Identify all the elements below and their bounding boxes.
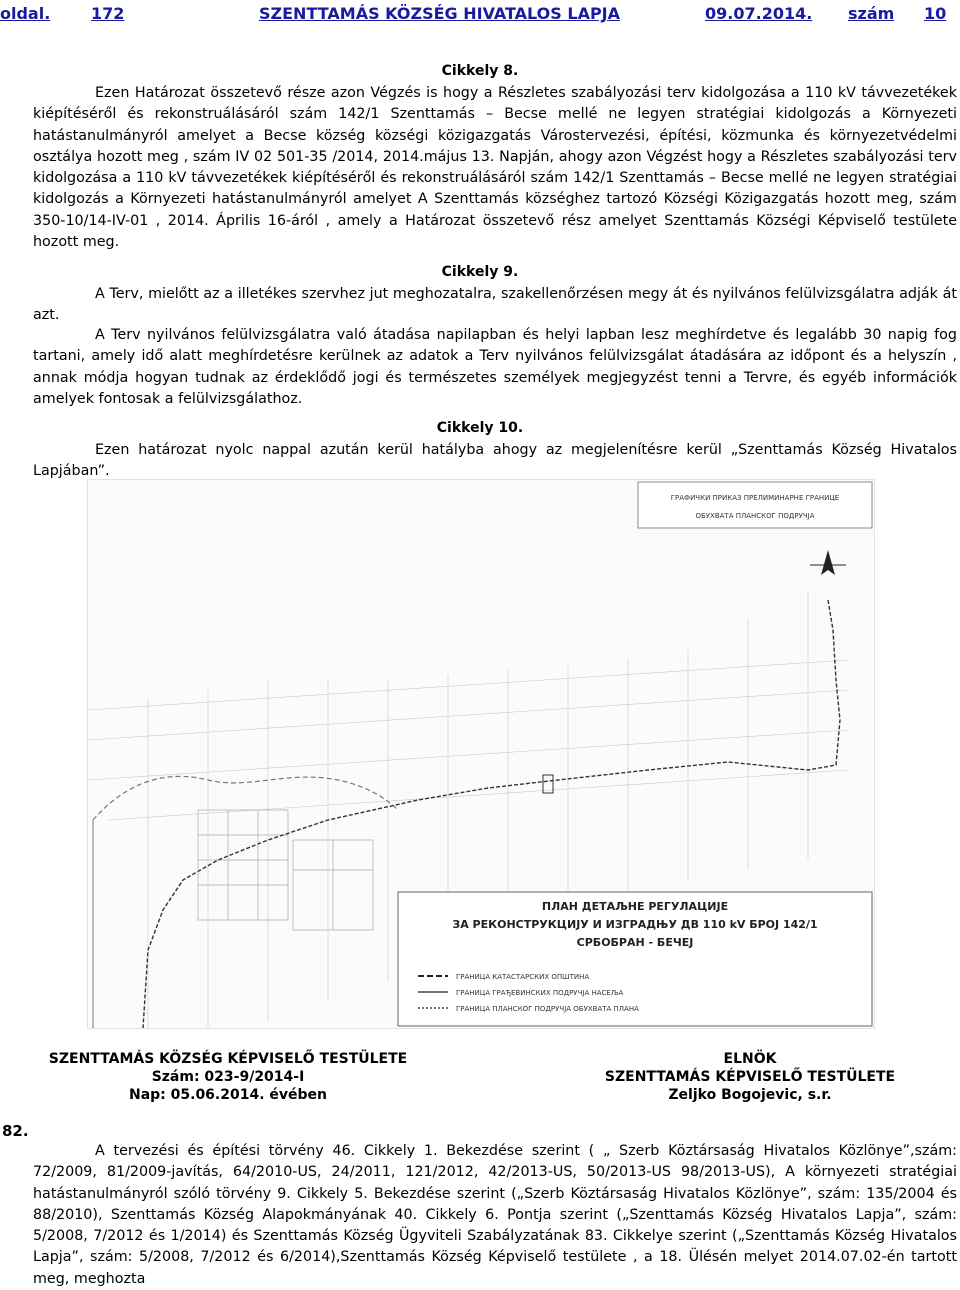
issue-date: 09.07.2014. [705,4,813,23]
map-title-line-1: ПЛАН ДЕТАЉНЕ РЕГУЛАЦИЈЕ [541,900,729,913]
item-82-text: A tervezési és építési törvény 46. Cikkely 1. Bekezdése szerint ( „ Szerb Köztársaság Hivatalos Közlönye”,szám: 72/2009, 81/2009-javítás, 64/2010-US, 24/2011, 121/2012, 42/2013-US, 50/2013-US 98/2013-US), A környezeti stratégiai hatástanulmányról szóló törvény 9. Cikkely 5. Bekezdése szerint („Szerb Köztársaság Hivatalos Közlönye”, szám: 135/2004 és 88/2010), Szenttamás Község Alapokmányának 40. Cikkely 6. Pontja szerint („Szenttamás Község Hivatalos Lapja”, szám: 5/2008, 7/2012 és 1/2014) és Szenttamás Község Ügyviteli Szabályzatának 83. Cikkelye szerint („Szenttamás Község Hivatalos Lapja”, szám: 5/2008, 7/2012 és 6/2014),Szenttamás Község Képviselő testülete , a 18. Ülésén melyet 2014.07.02-én tartott meg, meghozta [33,1143,957,1287]
map-title-line-3: СРБОБРАН - БЕЧЕЈ [576,936,694,949]
map-title-line-2: ЗА РЕКОНСТРУКЦИЈУ И ИЗГРАДЊУ ДВ 110 kV БРОЈ 142/1 [452,918,818,931]
legend-label-2: ГРАНИЦА ГРАЂЕВИНСКИХ ПОДРУЧЈА НАСЕЉА [456,989,624,997]
article-8-text: Ezen Határozat összetevő része azon Végzés is hogy a Részletes szabályozási terv kidolgozása a 110 kV távvezetékek kiépítéséről és rekonstruálásáról szám 142/1 Szenttamás – Becse mellé ne legyen stratégiai kidolgozás a Környezeti hatástanulmányról amelyet a Becse község községi közigazgatás Várostervezési, építési, közmunka és környezetvédelmi osztálya hozott meg , szám IV 02 501-35 /2014, 2014.május 13. Napján, ahogy azon Végzést hogy a Részletes szabályozási terv kidolgozása a 110 kV távvezetékek kiépítéséről és rekonstruálásáról szám 142/1 Szenttamás – Becse mellé ne legyen stratégiai kidolgozás a Környezeti hatástanulmányról amelyet A Szenttamás községhez tartozó Községi Közigazgatás hozott meg, szám 350-10/14-IV-01 , 2014. Április 16-áról , amely a Határozat összetevő rész amelyet Szenttamás Községi Képviselő testülete hozott meg. [33,85,957,251]
signature-left [44,1050,412,1104]
article-8-title: Cikkely 8. [441,63,519,79]
map-header-line-1: ГРАФИЧКИ ПРИКАЗ ПРЕЛИМИНАРНЕ ГРАНИЦЕ [670,494,840,502]
map-title-block [398,892,872,1026]
article-9-paragraph-2: A Terv nyilvános felülvizsgálatra való átadása napilapban és helyi lapban lesz meghírdetve és legalább 30 napig fog tartani, amely idő alatt meghírdetésre kerülnek az adatok a Terv nyilvános felülvizsgálat átadására az időpont és a helyszín , annak módja hogyan tudnak az érdeklődő jogi és természetes személyek megjegyzést tenni a Tervre, és egyéb információk amelyek fontosak a felülvizsgálathoz. [33,327,957,407]
settlement-grid [198,810,373,930]
legend-label-3: ГРАНИЦА ПЛАНСКОГ ПОДРУЧЈА ОБУХВАТА ПЛАНА [456,1005,639,1013]
journal-title: SZENTTAMÁS KÖZSÉG HIVATALOS LAPJA [259,4,621,23]
map-header-box [638,482,872,528]
article-9-paragraph-1: A Terv, mielőtt az a illetékes szervhez jut meghozatalra, szakellenőrzésen megy át és nyilvános felülvizsgálatra adják át azt. [33,286,957,324]
boundary-line [93,776,398,820]
item-82-number: 82. [2,1122,29,1140]
page-header [0,4,960,30]
issue-label: szám [848,4,895,23]
signature-right-line-2: SZENTTAMÁS KÉPVISELŐ TESTÜLETE [604,1069,896,1085]
map-header-line-2: ОБУХВАТА ПЛАНСКОГ ПОДРУЧЈА [695,512,815,520]
legend-label-1: ГРАНИЦА КАТАСТАРСКИХ ОПШТИНА [456,973,590,981]
issue-number: 10 [924,4,947,23]
signature-right [590,1050,910,1104]
signature-right-line-3: Zeljko Bogojevic, s.r. [668,1087,832,1103]
signature-left-line-1: SZENTTAMÁS KÖZSÉG KÉPVISELŐ TESTÜLETE [48,1051,408,1067]
signature-right-line-1: ELNÖK [723,1051,777,1067]
plan-map [87,479,875,1029]
signature-left-line-2: Szám: 023-9/2014-I [151,1069,305,1085]
north-arrow-icon [810,550,846,575]
page-number: 172 [91,4,125,23]
article-9-title: Cikkely 9. [441,264,519,280]
page-label: oldal. [0,4,51,23]
signature-left-line-3: Nap: 05.06.2014. évében [128,1087,328,1103]
article-10-title: Cikkely 10. [436,420,524,436]
article-10-text: Ezen határozat nyolc nappal azután kerül hatályba ahogy az megjelenítésre kerül „Szenttamás Község Hivatalos Lapjában”. [33,442,957,480]
